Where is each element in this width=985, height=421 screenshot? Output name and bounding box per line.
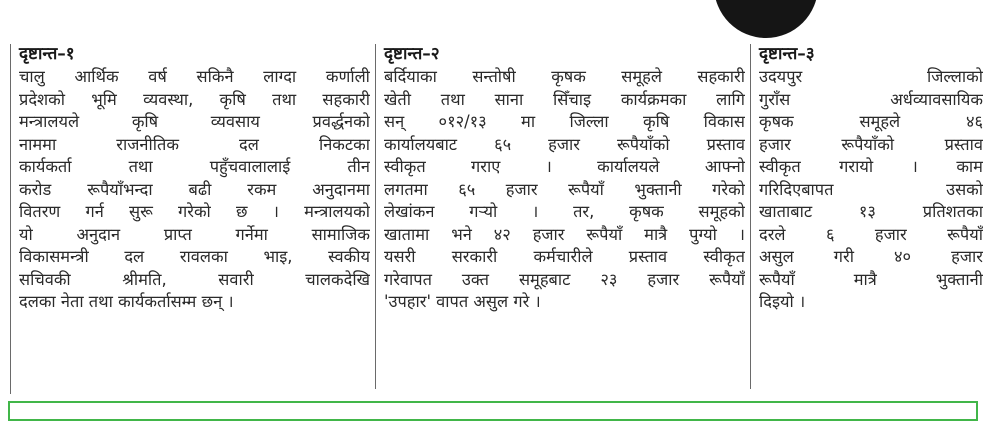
column-body (384, 66, 745, 314)
column-title: दृष्टान्त–२ (384, 44, 440, 64)
text-line: सचिवकी श्रीमति, सवारी चालकदेखि (19, 269, 370, 289)
text-line: वितरण गर्न सुरू गरेको छ । मन्त्रालयको (19, 202, 370, 221)
column-title: दृष्टान्त–१ (19, 44, 75, 64)
text-line: बर्दियाका सन्तोषी कृषक समूहले सहकारी (384, 67, 745, 86)
text-line: लगतमा ६५ हजार रूपैयाँ भुक्तानी गरेको (384, 179, 745, 199)
text-line: स्वीकृत गराए । कार्यालयले आफ्नो (384, 157, 745, 176)
text-line: विकासमन्त्री दल रावलका भाइ, स्वकीय (19, 247, 370, 266)
text-line: गरिदिएबापत उसको (759, 179, 983, 199)
text-line: दरले ६ हजार रूपैयाँ (759, 224, 983, 244)
text-line: उदयपुर जिल्लाको (759, 67, 983, 86)
text-line: गरेवापत उक्त समूहबाट २३ हजार रूपैयाँ (384, 269, 745, 289)
text-line: सन् ०१२/१३ मा जिल्ला कृषि विकास (384, 112, 745, 131)
decorative-circle-graphic (714, 0, 818, 38)
text-line: असुल गरी ४० हजार (759, 247, 983, 266)
text-line: दलका नेता तथा कार्यकर्तासम्म छन् । (19, 292, 234, 311)
example-column-2 (375, 44, 745, 389)
text-line: मन्त्रालयले कृषि व्यवसाय प्रवर्द्धनको (19, 112, 370, 131)
text-line: चालु आर्थिक वर्ष सकिनै लाग्दा कर्णाली (19, 67, 370, 86)
text-line: कार्यकर्ता तथा पहुँचवालालाई तीन (19, 157, 370, 176)
text-line: स्वीकृत गरायो । काम (759, 157, 983, 176)
text-line: हजार रूपैयाँको प्रस्ताव (759, 134, 983, 154)
text-line: यसरी सरकारी कर्मचारीले प्रस्ताव स्वीकृत (384, 247, 745, 266)
text-line: करोड रूपैयाँभन्दा बढी रकम अनुदानमा (19, 179, 370, 199)
text-line: कार्यालयबाट ६५ हजार रूपैयाँको प्रस्ताव (384, 134, 745, 154)
example-column-1 (10, 44, 370, 394)
text-line: गुराँस अर्धव्यावसायिक (759, 89, 983, 109)
text-line: रूपैयाँ मात्रै भुक्तानी (759, 269, 983, 289)
text-line: प्रदेशको भूमि व्यवस्था, कृषि तथा सहकारी (19, 89, 370, 109)
example-column-3 (750, 44, 983, 389)
column-title: दृष्टान्त–३ (759, 44, 815, 64)
column-body (19, 66, 370, 314)
text-line: नाममा राजनीतिक दल निकटका (19, 134, 370, 154)
column-body (759, 66, 983, 314)
text-line: खेती तथा साना सिँचाइ कार्यक्रमका लागि (384, 89, 745, 109)
green-bordered-box (8, 401, 978, 421)
text-line: कृषक समूहले ४६ (759, 112, 983, 131)
text-line: खातामा भने ४२ हजार रूपैयाँ मात्रै पुग्यो । (384, 224, 745, 244)
text-line: 'उपहार' वापत असुल गरे । (384, 292, 541, 311)
text-line: खाताबाट १३ प्रतिशतका (759, 202, 983, 221)
text-line: दिइयो । (759, 292, 806, 311)
text-line: यो अनुदान प्राप्त गर्नेमा सामाजिक (19, 224, 370, 244)
text-line: लेखांकन गर्‍यो । तर, कृषक समूहको (384, 202, 745, 221)
